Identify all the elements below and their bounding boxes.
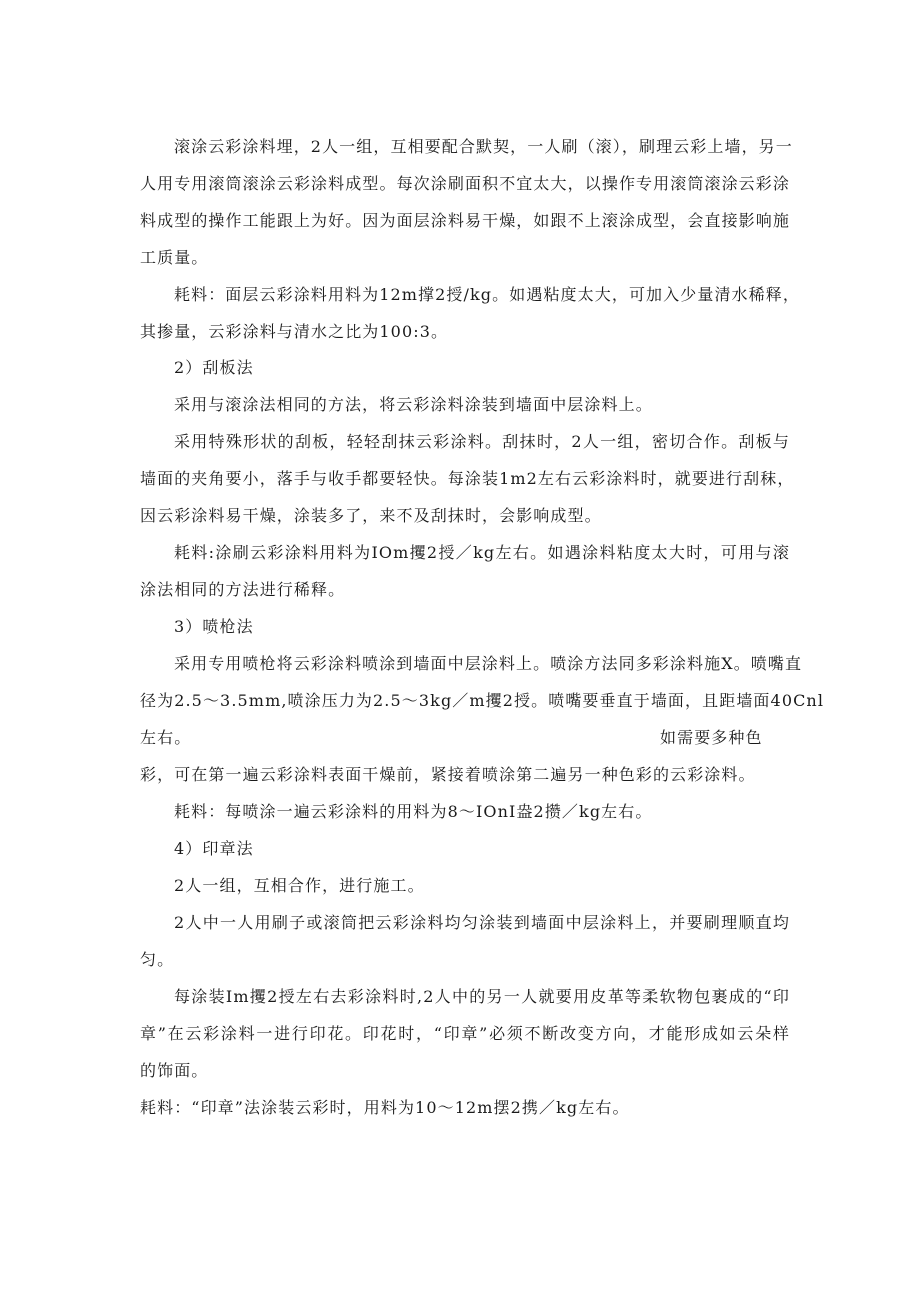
text-line: 料成型的操作工能跟上为好。因为面层涂料易干燥，如跟不上滚涂成型，会直接影响施 <box>140 211 790 230</box>
text-line: 采用特殊形状的刮板，轻轻刮抹云彩涂料。刮抹时，2人一组，密切合作。刮板与 <box>174 432 790 451</box>
text-line: 耗料：每喷涂一遍云彩涂料的用料为8～IOnI盎2攒／kg左右。 <box>174 802 653 821</box>
section-heading: 4）印章法 <box>174 839 254 858</box>
text-line: 涂法相同的方法进行稀释。 <box>140 580 346 599</box>
text-line: 匀。 <box>140 950 175 969</box>
text-line: 彩，可在第一遍云彩涂料表面干燥前，紧接着喷涂第二遍另一种色彩的云彩涂料。 <box>140 765 756 784</box>
text-line: 左右。 <box>140 728 192 747</box>
text-line: 如需要多种色 <box>660 728 763 747</box>
text-line: 章”在云彩涂料一进行印花。印花时，“印章”必须不断改变方向，才能形成如云朵样 <box>140 1024 790 1043</box>
text-line: 采用与滚涂法相同的方法，将云彩涂料涂装到墙面中层涂料上。 <box>174 395 653 414</box>
text-line: 采用专用喷枪将云彩涂料喷涂到墙面中层涂料上。喷涂方法同多彩涂料施X。喷嘴直 <box>174 654 803 673</box>
text-line: 滚涂云彩涂料埋，2人一组，互相要配合默契，一人刷（滚），刷理云彩上墙，另一 <box>174 137 793 156</box>
text-line: 因云彩涂料易干燥，涂装多了，来不及刮抹时，会影响成型。 <box>140 506 602 525</box>
section-heading: 3）喷枪法 <box>174 617 254 636</box>
text-line: 耗料:涂刷云彩涂料用料为IOm攫2授／kg左右。如遇涂料粘度太大时，可用与滚 <box>174 543 790 562</box>
text-line: 其掺量，云彩涂料与清水之比为100:3。 <box>140 322 449 341</box>
text-line: 的饰面。 <box>140 1061 209 1080</box>
text-line: 每涂装Im攫2授左右去彩涂料时,2人中的另一人就要用皮革等柔软物包裹成的“印 <box>174 987 790 1006</box>
text-line: 人用专用滚筒滚涂云彩涂料成型。每次涂刷面积不宜太大，以操作专用滚筒滚涂云彩涂 <box>140 174 790 193</box>
text-line: 径为2.5～3.5mm,喷涂压力为2.5～3kg／m攫2授。喷嘴要垂直于墙面，且距墙面40Cnl <box>140 691 825 710</box>
text-line: 墙面的夹角要小，落手与收手都要轻快。每涂装1m2左右云彩涂料时，就要进行刮秣， <box>140 469 795 488</box>
text-line: 2人中一人用刷子或滚筒把云彩涂料均匀涂装到墙面中层涂料上，并要刷理顺直均 <box>174 913 790 932</box>
text-line: 工质量。 <box>140 248 209 267</box>
text-line: 2人一组，互相合作，进行施工。 <box>174 876 425 895</box>
text-line: 耗料：面层云彩涂料用料为12m撑2授/kg。如遇粘度太大，可加入少量清水稀释， <box>174 285 800 304</box>
section-heading: 2）刮板法 <box>174 358 254 377</box>
text-line: 耗料：“印章”法涂装云彩时，用料为10～12m摆2携／kg左右。 <box>140 1098 630 1117</box>
